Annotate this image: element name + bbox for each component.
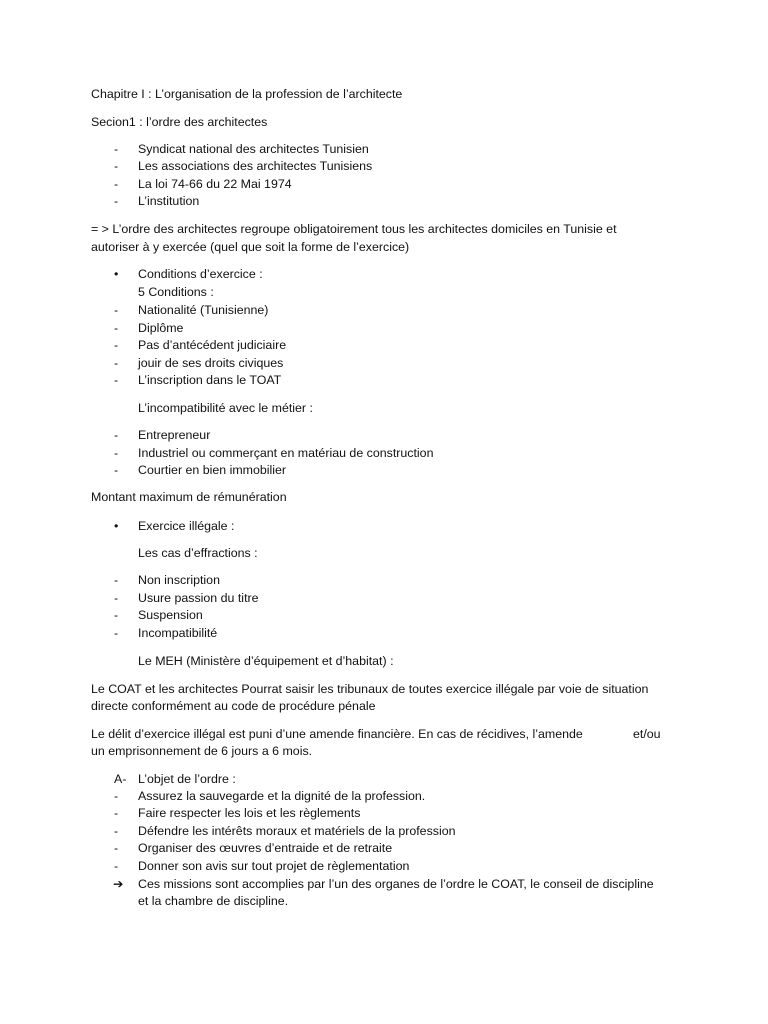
list-item: Industriel ou commerçant en matériau de construction: [138, 446, 434, 460]
bullet-marker: •: [114, 519, 119, 533]
list-item: Les associations des architectes Tunisiens: [138, 159, 373, 173]
list-item: Assurez la sauvegarde et la dignité de la profession.: [138, 789, 426, 803]
dash-marker: -: [114, 142, 119, 156]
section-marker: A-: [114, 772, 127, 786]
dash-marker: -: [114, 806, 119, 820]
list-item: Entrepreneur: [138, 428, 211, 442]
illegal-heading: Exercice illégale :: [138, 519, 235, 533]
paragraph-line: directe conformément au code de procédure pénale: [91, 699, 376, 713]
list-item: Non inscription: [138, 573, 220, 587]
dash-marker: -: [114, 789, 119, 803]
dash-marker: -: [114, 446, 119, 460]
list-item: Faire respecter les lois et les règlements: [138, 806, 361, 820]
dash-marker: -: [114, 177, 119, 191]
list-item: Incompatibilité: [138, 626, 218, 640]
dash-marker: -: [114, 824, 119, 838]
dash-marker: -: [114, 356, 119, 370]
montant-line: Montant maximum de rémunération: [91, 490, 287, 504]
paragraph-line: autoriser à y exercée (quel que soit la forme de l’exercice): [91, 240, 410, 254]
dash-marker: -: [114, 321, 119, 335]
list-item: Défendre les intérêts moraux et matériels de la profession: [138, 824, 456, 838]
missions-line: et la chambre de discipline.: [138, 894, 289, 908]
list-item: Usure passion du titre: [138, 591, 259, 605]
paragraph-word: et/ou: [633, 727, 661, 741]
dash-marker: -: [114, 841, 119, 855]
dash-marker: -: [114, 428, 119, 442]
dash-marker: -: [114, 373, 119, 387]
dash-marker: -: [114, 463, 119, 477]
conditions-subheading: 5 Conditions :: [138, 285, 214, 299]
list-item: L’inscription dans le TOAT: [138, 373, 282, 387]
arrow-icon: ➔: [113, 877, 124, 891]
section-title: Secion1 : l’ordre des architectes: [91, 115, 268, 129]
chapter-title: Chapitre I : L’organisation de la profession de l’architecte: [91, 87, 403, 101]
incompatibility-heading: L’incompatibilité avec le métier :: [138, 401, 313, 415]
bullet-marker: •: [114, 267, 119, 281]
list-item: Pas d’antécédent judiciaire: [138, 338, 287, 352]
list-item: Organiser des œuvres d’entraide et de retraite: [138, 841, 393, 855]
meh-heading: Le MEH (Ministère d’équipement et d’habitat) :: [138, 654, 394, 668]
list-item: Courtier en bien immobilier: [138, 463, 287, 477]
dash-marker: -: [114, 608, 119, 622]
paragraph-line: Le COAT et les architectes Pourrat saisir les tribunaux de toutes exercice illégale par voie de situation: [91, 682, 649, 696]
dash-marker: -: [114, 626, 119, 640]
dash-marker: -: [114, 573, 119, 587]
dash-marker: -: [114, 338, 119, 352]
dash-marker: -: [114, 859, 119, 873]
paragraph-line: Le délit d’exercice illégal est puni d’une amende financière. En cas de récidives, l’amende: [91, 727, 583, 741]
dash-marker: -: [114, 159, 119, 173]
paragraph-line: = > L’ordre des architectes regroupe obligatoirement tous les architectes domiciles en Tunisie et: [91, 222, 617, 236]
dash-marker: -: [114, 591, 119, 605]
cases-heading: Les cas d’effractions :: [138, 546, 258, 560]
list-item: jouir de ses droits civiques: [138, 356, 284, 370]
list-item: Suspension: [138, 608, 203, 622]
list-item: Diplôme: [138, 321, 184, 335]
dash-marker: -: [114, 194, 119, 208]
list-item: Nationalité (Tunisienne): [138, 303, 269, 317]
list-item: Syndicat national des architectes Tunisien: [138, 142, 369, 156]
objet-heading: L’objet de l’ordre :: [138, 772, 236, 786]
dash-marker: -: [114, 303, 119, 317]
conditions-heading: Conditions d’exercice :: [138, 267, 263, 281]
list-item: Donner son avis sur tout projet de règlementation: [138, 859, 410, 873]
list-item: L’institution: [138, 194, 200, 208]
list-item: La loi 74-66 du 22 Mai 1974: [138, 177, 292, 191]
missions-line: Ces missions sont accomplies par l’un des organes de l’ordre le COAT, le conseil de discipline: [138, 877, 654, 891]
paragraph-line: un emprisonnement de 6 jours a 6 mois.: [91, 744, 313, 758]
